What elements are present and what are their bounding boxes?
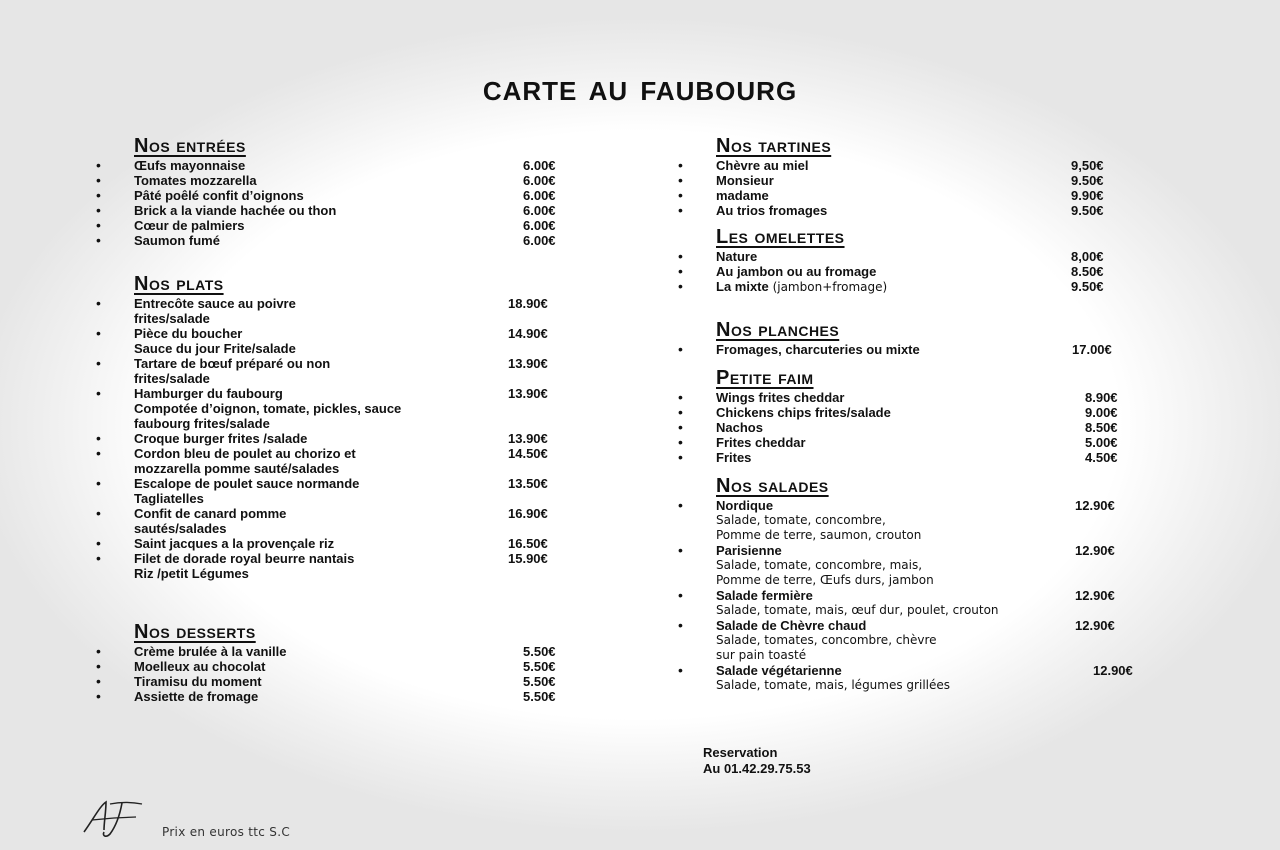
item-description: Salade, tomate, mais, légumes grillées [716, 678, 950, 692]
menu-item [678, 663, 1178, 693]
bullet-icon: • [96, 172, 101, 188]
bullet-icon: • [678, 248, 683, 264]
menu-item [96, 356, 596, 386]
item-name: madame [716, 188, 769, 203]
item-price: 9.50€ [1071, 279, 1104, 294]
item-description: frites/salade [134, 371, 210, 386]
section-title: Petite faim [716, 367, 814, 389]
item-name: Fromages, charcuteries ou mixte [716, 342, 920, 357]
item-price: 9.90€ [1071, 188, 1104, 203]
menu-item [678, 420, 1178, 435]
menu-item [96, 659, 596, 674]
item-name: Chickens chips frites/salade [716, 405, 891, 420]
section-planches [678, 320, 1178, 357]
bullet-icon: • [678, 419, 683, 435]
item-description: Riz /petit Légumes [134, 566, 249, 581]
item-name: Nachos [716, 420, 763, 435]
menu-item [96, 536, 596, 551]
menu-list [96, 158, 596, 248]
item-price: 9.50€ [1071, 203, 1104, 218]
item-name: Pâté poêlé confit d’oignons [134, 188, 304, 203]
item-name: Monsieur [716, 173, 774, 188]
bullet-icon: • [678, 187, 683, 203]
item-name: Saint jacques a la provençale riz [134, 536, 335, 551]
menu-item [678, 249, 1178, 264]
reservation-label: Reservation [703, 745, 778, 760]
menu-item [678, 450, 1178, 465]
item-name: Nature [716, 249, 758, 264]
menu-item [96, 296, 596, 326]
item-price: 12.90€ [1075, 543, 1115, 558]
bullet-icon: • [96, 475, 101, 491]
menu-item [678, 498, 1178, 543]
item-name: Nordique [716, 498, 774, 513]
af-logo-monogram [80, 798, 160, 838]
menu-item [96, 506, 596, 536]
menu-item [678, 435, 1178, 450]
item-name: La mixte [716, 279, 769, 294]
item-price: 9.00€ [1085, 405, 1118, 420]
item-description: Compotée d’oignon, tomate, pickles, sauce [134, 401, 402, 416]
item-description: frites/salade [134, 311, 210, 326]
menu-list [678, 342, 1178, 357]
item-name: Filet de dorade royal beurre nantais [134, 551, 355, 566]
item-price: 13.90€ [508, 431, 548, 446]
item-price: 8.50€ [1085, 420, 1118, 435]
bullet-icon: • [678, 389, 683, 405]
menu-item [678, 173, 1178, 188]
item-extra: (jambon+fromage) [768, 280, 888, 294]
menu-item [96, 158, 596, 173]
item-description: sur pain toasté [716, 648, 807, 662]
bullet-icon: • [96, 673, 101, 689]
menu-item [678, 405, 1178, 420]
menu-item [678, 158, 1178, 173]
section-petite-faim [678, 368, 1178, 465]
item-name: Au jambon ou au fromage [716, 264, 877, 279]
item-price: 6.00€ [523, 233, 556, 248]
menu-item [678, 588, 1178, 618]
item-price: 5.50€ [523, 674, 556, 689]
bullet-icon: • [678, 587, 683, 603]
item-description: sautés/salades [134, 521, 227, 536]
bullet-icon: • [678, 434, 683, 450]
item-description: Pomme de terre, saumon, crouton [716, 528, 922, 542]
bullet-icon: • [96, 643, 101, 659]
menu-item [96, 446, 596, 476]
item-name: Pièce du boucher [134, 326, 243, 341]
item-price: 5.50€ [523, 659, 556, 674]
menu-item [678, 279, 1178, 295]
item-name: Œufs mayonnaise [134, 158, 246, 173]
item-name: Parisienne [716, 543, 782, 558]
reservation-phone: Au 01.42.29.75.53 [703, 761, 811, 776]
item-price: 6.00€ [523, 218, 556, 233]
menu-item [96, 326, 596, 356]
bullet-icon: • [678, 662, 683, 678]
item-name: Croque burger frites /salade [134, 431, 308, 446]
section-title: Les omelettes [716, 226, 845, 248]
item-name: Tiramisu du moment [134, 674, 262, 689]
bullet-icon: • [96, 658, 101, 674]
item-description: Sauce du jour Frite/salade [134, 341, 296, 356]
menu-item [96, 173, 596, 188]
item-price: 5.50€ [523, 689, 556, 704]
bullet-icon: • [96, 232, 101, 248]
item-price: 5.00€ [1085, 435, 1118, 450]
item-name: Frites cheddar [716, 435, 806, 450]
item-price: 17.00€ [1072, 342, 1112, 357]
bullet-icon: • [96, 325, 101, 341]
item-price: 9,50€ [1071, 158, 1104, 173]
reservation-info [703, 745, 811, 777]
bullet-icon: • [96, 202, 101, 218]
bullet-icon: • [678, 263, 683, 279]
item-price: 14.90€ [508, 326, 548, 341]
item-name: Hamburger du faubourg [134, 386, 283, 401]
menu-item [96, 218, 596, 233]
item-description: mozzarella pomme sauté/salades [134, 461, 340, 476]
menu-item [96, 674, 596, 689]
item-description: Tagliatelles [134, 491, 204, 506]
item-name: Tomates mozzarella [134, 173, 257, 188]
item-description: Salade, tomates, concombre, chèvre [716, 633, 937, 647]
item-price: 16.90€ [508, 506, 548, 521]
bullet-icon: • [96, 187, 101, 203]
bullet-icon: • [96, 355, 101, 371]
item-price: 16.50€ [508, 536, 548, 551]
menu-item [96, 203, 596, 218]
item-name: Escalope de poulet sauce normande [134, 476, 360, 491]
bullet-icon: • [96, 385, 101, 401]
item-name: Salade de Chèvre chaud [716, 618, 867, 633]
menu-list [678, 158, 1178, 218]
bullet-icon: • [96, 688, 101, 704]
item-price: 12.90€ [1075, 498, 1115, 513]
menu-item [678, 543, 1178, 588]
item-price: 5.50€ [523, 644, 556, 659]
item-name: Chèvre au miel [716, 158, 809, 173]
bullet-icon: • [96, 295, 101, 311]
item-price: 13.90€ [508, 386, 548, 401]
item-name: Moelleux au chocolat [134, 659, 266, 674]
menu-item [96, 551, 596, 581]
item-price: 15.90€ [508, 551, 548, 566]
item-price: 12.90€ [1075, 588, 1115, 603]
bullet-icon: • [678, 278, 683, 294]
item-price: 8.50€ [1071, 264, 1104, 279]
price-footnote: Prix en euros ttc S.C [162, 825, 291, 839]
bullet-icon: • [96, 157, 101, 173]
bullet-icon: • [96, 430, 101, 446]
item-name: Salade végétarienne [716, 663, 842, 678]
item-price: 18.90€ [508, 296, 548, 311]
menu-item [678, 390, 1178, 405]
item-price: 13.50€ [508, 476, 548, 491]
item-price: 13.90€ [508, 356, 548, 371]
bullet-icon: • [678, 617, 683, 633]
bullet-icon: • [678, 497, 683, 513]
section-title: Nos planches [716, 319, 840, 341]
item-price: 4.50€ [1085, 450, 1118, 465]
item-description: Salade, tomate, concombre, [716, 513, 886, 527]
item-price: 6.00€ [523, 188, 556, 203]
item-name: Tartare de bœuf préparé ou non [134, 356, 331, 371]
menu-list [678, 498, 1178, 693]
item-price: 6.00€ [523, 203, 556, 218]
bullet-icon: • [678, 157, 683, 173]
item-description: Salade, tomate, mais, œuf dur, poulet, crouton [716, 603, 999, 617]
item-price: 8.90€ [1085, 390, 1118, 405]
item-price: 8,00€ [1071, 249, 1104, 264]
menu-item [96, 476, 596, 506]
item-name: Cœur de palmiers [134, 218, 245, 233]
menu-item [96, 188, 596, 203]
menu-item [678, 618, 1178, 663]
item-description: Pomme de terre, Œufs durs, jambon [716, 573, 934, 587]
item-name: Cordon bleu de poulet au chorizo et [134, 446, 356, 461]
menu-item [678, 188, 1178, 203]
menu-item [96, 386, 596, 431]
bullet-icon: • [678, 172, 683, 188]
menu-list [678, 390, 1178, 465]
bullet-icon: • [678, 202, 683, 218]
bullet-icon: • [96, 550, 101, 566]
item-description: faubourg frites/salade [134, 416, 270, 431]
bullet-icon: • [96, 217, 101, 233]
bullet-icon: • [96, 535, 101, 551]
item-price: 12.90€ [1093, 663, 1133, 678]
menu-item [678, 264, 1178, 279]
menu-list [96, 296, 596, 581]
section-desserts [96, 622, 596, 704]
section-entrees [96, 136, 596, 248]
menu-item [96, 431, 596, 446]
menu-item [96, 233, 596, 248]
section-title: Nos salades [716, 475, 829, 497]
item-description: Salade, tomate, concombre, mais, [716, 558, 923, 572]
page-title: CARTE AU FAUBOURG [482, 76, 798, 106]
section-salades [678, 476, 1178, 693]
item-name: Salade fermière [716, 588, 813, 603]
bullet-icon: • [678, 449, 683, 465]
item-price: 6.00€ [523, 158, 556, 173]
item-name: Wings frites cheddar [716, 390, 845, 405]
item-name: Brick a la viande hachée ou thon [134, 203, 337, 218]
bullet-icon: • [96, 445, 101, 461]
menu-list [96, 644, 596, 704]
menu-list [678, 249, 1178, 295]
menu-item [678, 203, 1178, 218]
bullet-icon: • [678, 341, 683, 357]
item-price: 6.00€ [523, 173, 556, 188]
item-price: 14.50€ [508, 446, 548, 461]
bullet-icon: • [96, 505, 101, 521]
menu-item [96, 644, 596, 659]
item-name: Frites [716, 450, 752, 465]
section-plats [96, 274, 596, 581]
menu-item [96, 689, 596, 704]
section-omelettes [678, 227, 1178, 295]
bullet-icon: • [678, 542, 683, 558]
item-price: 9.50€ [1071, 173, 1104, 188]
section-title: Nos plats [134, 273, 224, 295]
bullet-icon: • [678, 404, 683, 420]
section-title: Nos tartines [716, 135, 832, 157]
item-name: Confit de canard pomme [134, 506, 287, 521]
section-tartines [678, 136, 1178, 218]
item-name: Au trios fromages [716, 203, 828, 218]
item-name: Assiette de fromage [134, 689, 259, 704]
item-name: Saumon fumé [134, 233, 220, 248]
section-title: Nos desserts [134, 621, 256, 643]
item-name: Entrecôte sauce au poivre [134, 296, 296, 311]
item-price: 12.90€ [1075, 618, 1115, 633]
item-name: Crème brulée à la vanille [134, 644, 287, 659]
menu-item [678, 342, 1178, 357]
section-title: Nos entrées [134, 135, 246, 157]
